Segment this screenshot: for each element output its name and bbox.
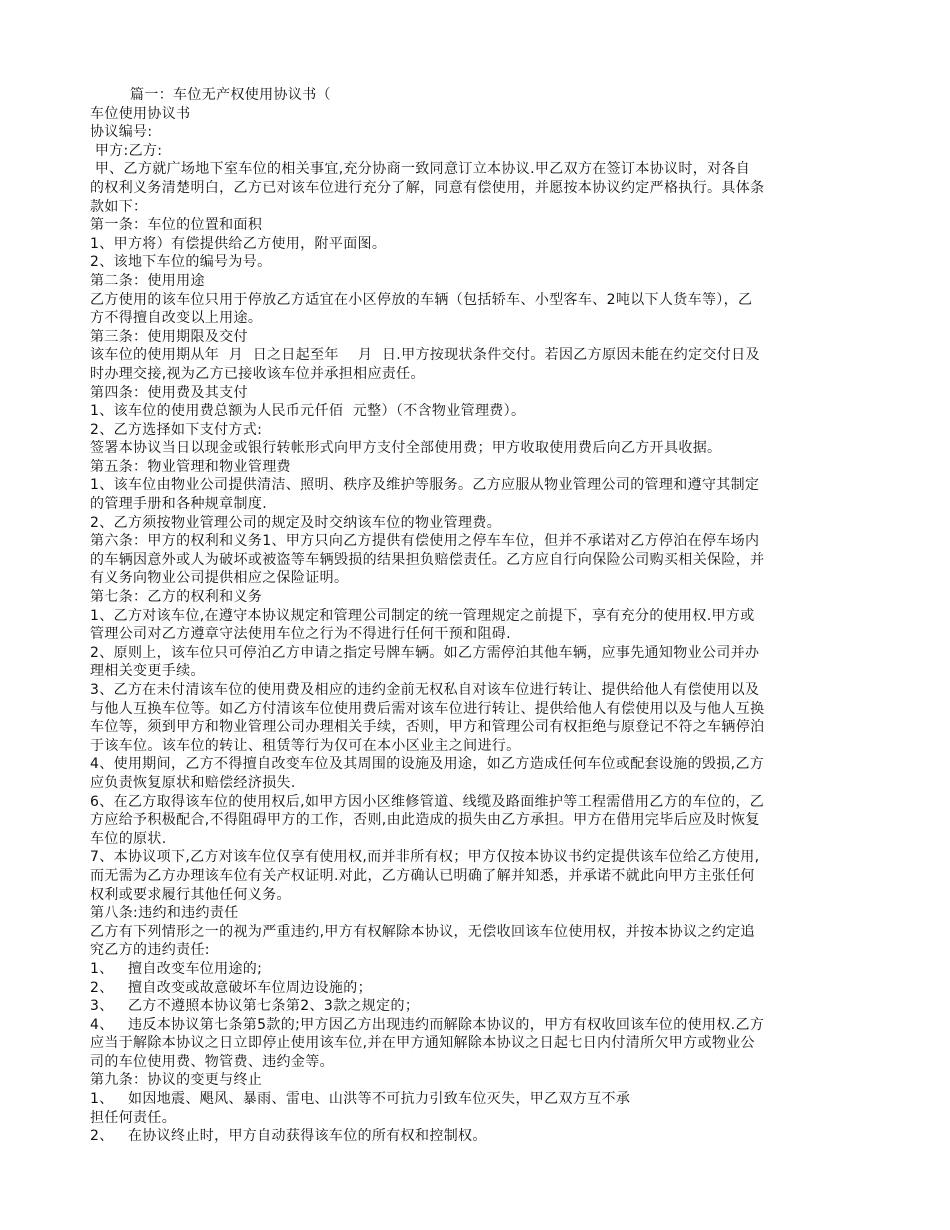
text-line: 2、该地下车位的编号为号。 xyxy=(90,254,272,271)
section-heading: 第八条:违约和违约责任 xyxy=(90,905,239,922)
list-item: 2、 擅自改变或故意破坏车位周边设施的； xyxy=(90,979,372,996)
text-line: 方不得擅自改变以上用途。 xyxy=(90,310,263,327)
text-line: 权利或要求履行其他任何义务。 xyxy=(90,886,291,903)
text-line: 6、在乙方取得该车位的使用权后,如甲方因小区维修管道、线缆及路面维护等工程需借用乙方的车位的，乙 xyxy=(90,793,765,810)
text-line: 与他人互换车位等。如乙方付清该车位使用费后需对该车位进行转让、提供给他人有偿使用以及与他人互换 xyxy=(90,700,765,717)
text-line: 担任何责任。 xyxy=(90,1109,177,1126)
section-heading: 第五条：物业管理和物业管理费 xyxy=(90,458,291,475)
section-heading: 第七条：乙方的权利和义务 xyxy=(90,589,263,606)
text-line: 时办理交接,视为乙方已接收该车位并承担相应责任。 xyxy=(90,365,425,382)
text-line: 车位等，须到甲方和物业管理公司办理相关手续，否则，甲方和管理公司有权拒绝与原登记不符之车辆停泊 xyxy=(90,719,765,736)
text-line: 2、原则上，该车位只可停泊乙方申请之指定号牌车辆。如乙方需停泊其他车辆，应事先通知物业公司并办 xyxy=(90,644,760,661)
text-line: 车位使用协议书 xyxy=(90,105,191,122)
text-line: 究乙方的违约责任: xyxy=(90,942,210,959)
text-line: 1、该车位的使用费总额为人民币元仟佰 元整）（不含物业管理费）。 xyxy=(90,403,526,420)
text-line: 有义务向物业公司提供相应之保险证明。 xyxy=(90,570,349,587)
text-line: 甲、乙方就广场地下室车位的相关事宜,充分协商一致同意订立本协议.甲乙双方在签订本协议时，对各自 xyxy=(90,161,751,178)
text-line: 的权利义务清楚明白，乙方已对该车位进行充分了解，同意有偿使用，并愿按本协议约定严格执行。具体条 xyxy=(90,179,765,196)
section-heading: 第一条：车位的位置和面积 xyxy=(90,217,263,234)
text-line: 的管理手册和各种规章制度. xyxy=(90,496,267,513)
text-line: 于该车位。该车位的转让、租赁等行为仅可在本小区业主之间进行。 xyxy=(90,737,521,754)
section-heading: 第六条：甲方的权利和义务1、甲方只向乙方提供有偿使用之停车车位，但并不承诺对乙方停泊在停车场内 xyxy=(90,533,760,550)
text-line: 2、乙方选择如下支付方式: xyxy=(90,421,263,438)
text-line: 3、乙方在未付清该车位的使用费及相应的违约金前无权私自对该车位进行转让、提供给他人有偿使用以及 xyxy=(90,682,760,698)
text-line: 款如下： xyxy=(90,198,148,215)
list-item: 3、 乙方不遵照本协议第七条第2、3款之规定的； xyxy=(90,998,420,1015)
text-line: 管理公司对乙方遵章守法使用车位之行为不得进行任何干预和阻碍. xyxy=(90,626,511,643)
text-line: 1、乙方对该车位,在遵守本协议规定和管理公司制定的统一管理规定之前提下，享有充分的使用权.甲方或 xyxy=(90,607,755,624)
text-line: 1、该车位由物业公司提供清洁、照明、秩序及维护等服务。乙方应服从物业管理公司的管理和遵守其制定 xyxy=(90,477,760,494)
text-line: 该车位的使用期从年 月 日之日起至年 月 日.甲方按现状条件交付。若因乙方原因未能在约定交付日及 xyxy=(90,347,760,364)
text-line: 应负责恢复原状和赔偿经济损失. xyxy=(90,774,296,791)
document-title: 篇一：车位无产权使用协议书（ xyxy=(130,87,331,103)
section-heading: 第四条：使用费及其支付 xyxy=(90,384,248,401)
list-item: 1、 擅自改变车位用途的; xyxy=(90,960,263,977)
text-line: 2、乙方须按物业管理公司的规定及时交纳该车位的物业管理费。 xyxy=(90,514,502,531)
section-heading: 第三条：使用期限及交付 xyxy=(90,328,248,345)
text-line: 而无需为乙方办理该车位有关产权证明.对此，乙方确认已明确了解并知悉，并承诺不就此向甲方主张任何 xyxy=(90,867,755,884)
text-line: 方应给予积极配合,不得阻碍甲方的工作，否则,由此造成的损失由乙方承担。甲方在借用完毕后应及时恢复 xyxy=(90,812,760,829)
list-item: 4、 违反本协议第七条第5款的;甲方因乙方出现违约而解除本协议的，甲方有权收回该车位的使用权.乙方 xyxy=(90,1016,765,1033)
text-line: 7、本协议项下,乙方对该车位仅享有使用权,而并非所有权；甲方仅按本协议书约定提供该车位给乙方使用, xyxy=(90,849,760,866)
text-line: 签署本协议当日以现金或银行转帐形式向甲方支付全部使用费；甲方收取使用费后向乙方开具收据。 xyxy=(90,440,722,457)
text-line: 4、使用期间，乙方不得擅自改变车位及其周围的设施及用途，如乙方造成任何车位或配套设施的毁损,乙方 xyxy=(90,756,765,773)
text-line: 理相关变更手续。 xyxy=(90,663,205,680)
text-line: 乙方有下列情形之一的视为严重违约,甲方有权解除本协议，无偿收回该车位使用权，并按本协议之约定追 xyxy=(90,923,755,940)
text-line: 甲方:乙方: xyxy=(90,142,163,159)
text-line: 车位的原状. xyxy=(90,830,167,847)
text-line: 协议编号: xyxy=(90,124,153,141)
text-line: 1、甲方将）有偿提供给乙方使用，附平面图。 xyxy=(90,235,387,252)
text-line: 的车辆因意外或人为破坏或被盗等车辆毁损的结果担负赔偿责任。乙方应自行向保险公司购买相关保险，并 xyxy=(90,551,765,568)
list-item: 2、 在协议终止时，甲方自动获得该车位的所有权和控制权。 xyxy=(90,1128,487,1145)
list-item: 1、 如因地震、飓风、暴雨、雷电、山洪等不可抗力引致车位灭失，甲乙双方互不承 xyxy=(90,1091,631,1108)
section-heading: 第九条：协议的变更与终止 xyxy=(90,1072,263,1089)
text-line: 乙方使用的该车位只用于停放乙方适宜在小区停放的车辆（包括轿车、小型客车、2吨以下人货车等），乙 xyxy=(90,291,753,308)
section-heading: 第二条：使用用途 xyxy=(90,272,205,289)
text-line: 司的车位使用费、物管费、违约金等。 xyxy=(90,1053,334,1070)
text-line: 应当于解除本协议之日立即停止使用该车位,并在甲方通知解除本协议之日起七日内付清所欠甲方或物业公 xyxy=(90,1035,755,1052)
